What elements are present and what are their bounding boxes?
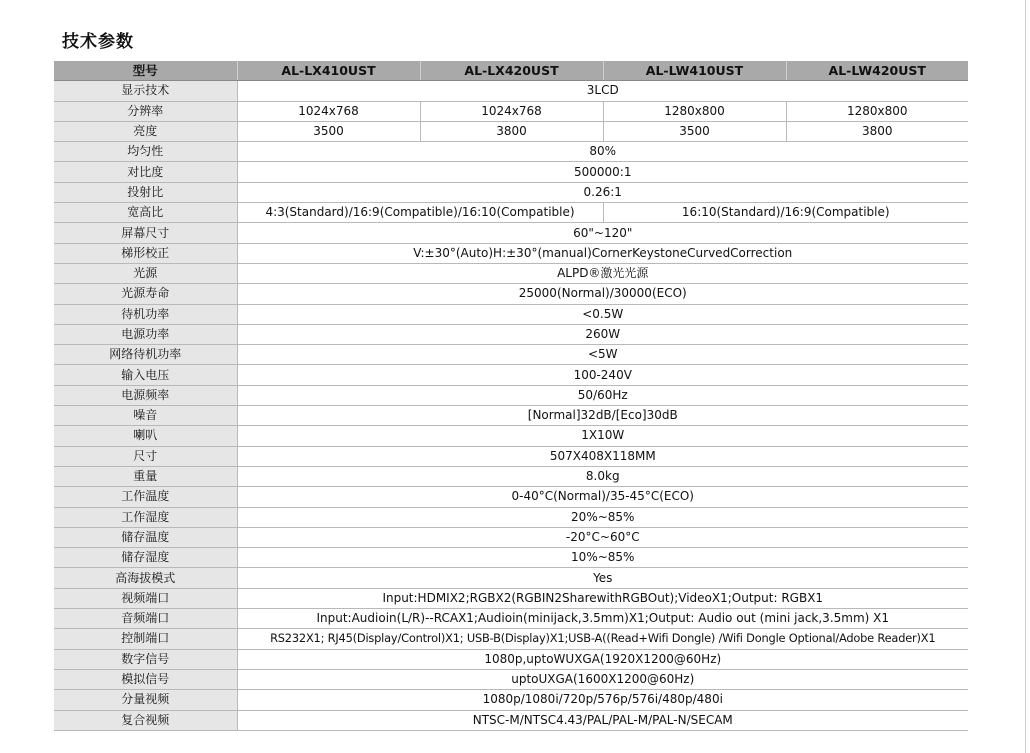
row-label-cell: 屏幕尺寸: [54, 223, 237, 243]
table-row: [54, 101, 968, 121]
table-row: [54, 243, 968, 263]
value-cell: 8.0kg: [237, 466, 968, 486]
value-cell: 260W: [237, 324, 968, 344]
value-cell: ALPD®激光光源: [237, 263, 968, 283]
value-cell: 16:10(Standard)/16:9(Compatible): [603, 203, 968, 223]
table-row: [54, 669, 968, 689]
table-row: [54, 527, 968, 547]
table-row: [54, 710, 968, 730]
row-label-cell: 分量视频: [54, 690, 237, 710]
model-header-cell: AL-LX420UST: [420, 61, 603, 81]
row-label-cell: 工作湿度: [54, 507, 237, 527]
table-row: [54, 629, 968, 649]
value-cell: uptoUXGA(1600X1200@60Hz): [237, 669, 968, 689]
row-label-cell: 音频端口: [54, 609, 237, 629]
row-label-cell: 显示技术: [54, 81, 237, 101]
table-row: [54, 142, 968, 162]
row-label-cell: 光源寿命: [54, 284, 237, 304]
table-row: [54, 507, 968, 527]
row-label-cell: 亮度: [54, 121, 237, 141]
value-cell: 3500: [603, 121, 786, 141]
table-row: [54, 690, 968, 710]
page-title: 技术参数: [62, 32, 134, 52]
value-cell: 3500: [237, 121, 420, 141]
table-row: [54, 121, 968, 141]
row-label-cell: 喇叭: [54, 426, 237, 446]
table-row: [54, 203, 968, 223]
value-cell: 1080p/1080i/720p/576p/576i/480p/480i: [237, 690, 968, 710]
value-cell: 0.26:1: [237, 182, 968, 202]
table-row: [54, 568, 968, 588]
value-cell: Input:Audioin(L/R)--RCAX1;Audioin(minijack,3.5mm)X1;Output: Audio out (mini jack,3.5mm) X1: [237, 609, 968, 629]
table-row: [54, 406, 968, 426]
value-cell: 1280x800: [786, 101, 968, 121]
value-cell: 500000:1: [237, 162, 968, 182]
value-cell: 50/60Hz: [237, 385, 968, 405]
row-label-cell: 复合视频: [54, 710, 237, 730]
table-row: [54, 385, 968, 405]
value-cell: 100-240V: [237, 365, 968, 385]
value-cell: 60"~120": [237, 223, 968, 243]
table-row: [54, 263, 968, 283]
row-label-cell: 工作温度: [54, 487, 237, 507]
table-row: [54, 81, 968, 101]
row-label-cell: 视频端口: [54, 588, 237, 608]
table-row: [54, 324, 968, 344]
value-cell: 1X10W: [237, 426, 968, 446]
row-label-cell: 宽高比: [54, 203, 237, 223]
table-row: [54, 162, 968, 182]
table-row: [54, 609, 968, 629]
page-edge-rule: [1025, 0, 1026, 753]
row-label-cell: 重量: [54, 466, 237, 486]
value-cell: 3LCD: [237, 81, 968, 101]
table-row: [54, 365, 968, 385]
row-label-cell: 储存温度: [54, 527, 237, 547]
value-cell: <5W: [237, 345, 968, 365]
value-cell: 507X408X118MM: [237, 446, 968, 466]
row-label-cell: 光源: [54, 263, 237, 283]
table-row: [54, 182, 968, 202]
row-label-cell: 均匀性: [54, 142, 237, 162]
row-label-cell: 电源频率: [54, 385, 237, 405]
value-cell: Input:HDMIX2;RGBX2(RGBIN2SharewithRGBOut);VideoX1;Output: RGBX1: [237, 588, 968, 608]
table-row: [54, 466, 968, 486]
value-cell: V:±30°(Auto)H:±30°(manual)CornerKeystoneCurvedCorrection: [237, 243, 968, 263]
table-row: [54, 223, 968, 243]
value-cell: -20°C~60°C: [237, 527, 968, 547]
value-cell: 25000(Normal)/30000(ECO): [237, 284, 968, 304]
value-cell: 4:3(Standard)/16:9(Compatible)/16:10(Compatible): [237, 203, 603, 223]
table-row: [54, 588, 968, 608]
value-cell: 1280x800: [603, 101, 786, 121]
value-cell: 0-40°C(Normal)/35-45°C(ECO): [237, 487, 968, 507]
table-row: [54, 446, 968, 466]
table-row: [54, 548, 968, 568]
value-cell: 10%~85%: [237, 548, 968, 568]
row-label-cell: 网络待机功率: [54, 345, 237, 365]
row-label-cell: 控制端口: [54, 629, 237, 649]
header-label-cell: 型号: [54, 61, 237, 81]
value-cell: Yes: [237, 568, 968, 588]
value-cell: 3800: [786, 121, 968, 141]
row-label-cell: 输入电压: [54, 365, 237, 385]
row-label-cell: 分辨率: [54, 101, 237, 121]
value-cell: NTSC-M/NTSC4.43/PAL/PAL-M/PAL-N/SECAM: [237, 710, 968, 730]
row-label-cell: 模拟信号: [54, 669, 237, 689]
value-cell: 3800: [420, 121, 603, 141]
table-row: [54, 426, 968, 446]
table-row: [54, 304, 968, 324]
value-cell: 80%: [237, 142, 968, 162]
value-cell: 1080p,uptoWUXGA(1920X1200@60Hz): [237, 649, 968, 669]
row-label-cell: 噪音: [54, 406, 237, 426]
model-header-cell: AL-LW410UST: [603, 61, 786, 81]
row-label-cell: 尺寸: [54, 446, 237, 466]
value-cell: 1024x768: [237, 101, 420, 121]
value-cell: RS232X1; RJ45(Display/Control)X1; USB-B(Display)X1;USB-A((Read+Wifi Dongle) /Wifi Dongle Optional/Adobe Reader)X1: [237, 629, 968, 649]
row-label-cell: 电源功率: [54, 324, 237, 344]
row-label-cell: 高海拔模式: [54, 568, 237, 588]
value-cell: [Normal]32dB/[Eco]30dB: [237, 406, 968, 426]
row-label-cell: 数字信号: [54, 649, 237, 669]
value-cell: 20%~85%: [237, 507, 968, 527]
table-row: [54, 487, 968, 507]
row-label-cell: 梯形校正: [54, 243, 237, 263]
value-cell: <0.5W: [237, 304, 968, 324]
table-row: [54, 345, 968, 365]
value-cell: 1024x768: [420, 101, 603, 121]
model-header-cell: AL-LX410UST: [237, 61, 420, 81]
row-label-cell: 对比度: [54, 162, 237, 182]
table-row: [54, 284, 968, 304]
table-row: [54, 649, 968, 669]
row-label-cell: 储存湿度: [54, 548, 237, 568]
row-label-cell: 投射比: [54, 182, 237, 202]
spec-table: [54, 61, 968, 731]
row-label-cell: 待机功率: [54, 304, 237, 324]
model-header-cell: AL-LW420UST: [786, 61, 968, 81]
table-header-row: [54, 61, 968, 81]
